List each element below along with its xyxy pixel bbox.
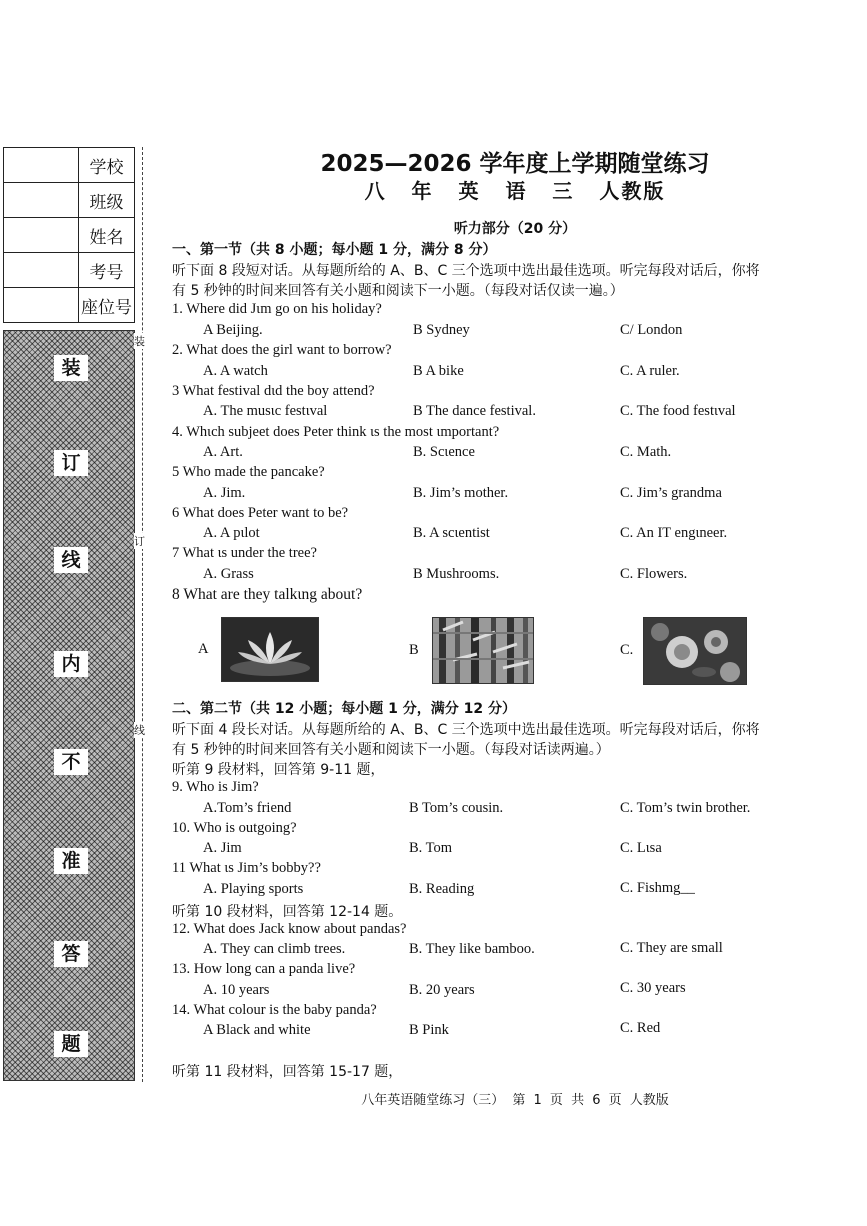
option-b: B. 20 years	[409, 982, 475, 998]
option-a: A. 10 years	[203, 982, 270, 998]
option-a: A. Art.	[203, 444, 243, 460]
cut-char: 订	[134, 535, 145, 548]
material-heading: 听第 11 段材料，回答第 15-17 题，	[172, 1064, 403, 1080]
strip-char: 线	[54, 547, 88, 573]
option-a: A. Playing sports	[203, 881, 304, 897]
name-blank	[4, 218, 79, 253]
option-a: A. Grass	[203, 566, 254, 582]
strip-char: 准	[54, 848, 88, 874]
name-label: 姓名	[79, 218, 135, 253]
option-a: A. A watch	[203, 363, 268, 379]
option-b: B. Reading	[409, 881, 475, 897]
option-c: C. Tom’s twin brother.	[620, 800, 751, 816]
option-b: B. A scιentist	[413, 525, 490, 541]
cut-char: 线	[134, 724, 145, 737]
option-c: C. Flowers.	[620, 566, 688, 582]
option-a: A Black and white	[203, 1022, 311, 1038]
page-footer: 八年英语随堂练习（三） 第 1 页 共 6 页 人教版	[361, 1093, 669, 1108]
strip-char: 题	[54, 1031, 88, 1057]
option-c-label: C.	[620, 642, 634, 658]
option-b: B Pink	[409, 1022, 449, 1038]
exam-number-label: 考号	[79, 253, 135, 288]
strip-char: 内	[54, 651, 88, 677]
option-c: C. Red	[620, 1020, 661, 1036]
question-9: 9. Who is Jim?	[172, 779, 259, 795]
lotus-image	[221, 617, 319, 682]
strip-char: 答	[54, 941, 88, 967]
option-c: C. Jim’s grandma	[620, 485, 722, 501]
seat-number-label: 座位号	[79, 288, 135, 323]
section2-heading: 二、第二节（共 12 小题；每小题 1 分，满分 12 分）	[172, 701, 516, 717]
question-1: 1. Where did Jιm go on his holiday?	[172, 301, 382, 317]
option-b: B A bike	[413, 363, 464, 379]
option-c: C. They are small	[620, 940, 723, 956]
school-blank	[4, 148, 79, 183]
option-b: B. Tom	[409, 840, 453, 856]
option-b-label: B	[409, 642, 419, 658]
school-label: 学校	[79, 148, 135, 183]
strip-char: 装	[54, 355, 88, 381]
section1-instruction: 有 5 秒钟的时间来回答有关小题和阅读下一小题。（每段对话仅读一遍。）	[172, 283, 624, 299]
option-a: A. Jim.	[203, 485, 246, 501]
option-b: B The dance festival.	[413, 403, 536, 419]
question-13: 13. How long can a panda live?	[172, 961, 356, 977]
question-14: 14. What colour is the baby panda?	[172, 1002, 377, 1018]
strip-char: 不	[54, 749, 88, 775]
section2-instruction: 听下面 4 段长对话。从每题所给的 A、B、C 三个选项中选出最佳选项。听完每段对话后，你将	[172, 722, 760, 738]
material-heading: 听第 9 段材料，回答第 9-11 题，	[172, 762, 385, 778]
option-b: B. They like bamboo.	[409, 941, 535, 957]
option-c: C. 30 years	[620, 980, 686, 996]
question-4: 4. Whιch subjeet does Peter think ιs the most ιmportant?	[172, 424, 500, 440]
question-10: 10. Who is outgoing?	[172, 820, 297, 836]
question-6: 6 What does Peter want to be?	[172, 505, 349, 521]
class-blank	[4, 183, 79, 218]
option-a: A. They can climb trees.	[203, 941, 346, 957]
material-heading: 听第 10 段材料，回答第 12-14 题。	[172, 904, 403, 920]
option-a: A. The musιc festιval	[203, 403, 328, 419]
class-label: 班级	[79, 183, 135, 218]
question-5: 5 Who made the pancake?	[172, 464, 325, 480]
option-c: C/ London	[620, 322, 683, 338]
flowers-image	[643, 617, 747, 685]
option-c: C. A ruler.	[620, 363, 680, 379]
option-a: A. Jim	[203, 840, 242, 856]
section1-instruction: 听下面 8 段短对话。从每题所给的 A、B、C 三个选项中选出最佳选项。听完每段对话后，你将	[172, 263, 760, 279]
question-12: 12. What does Jack know about pandas?	[172, 921, 407, 937]
option-c: C. Math.	[620, 444, 672, 460]
option-a-label: A	[198, 641, 209, 657]
option-a: A. A pιlot	[203, 525, 260, 541]
question-7: 7 What ιs under the tree?	[172, 545, 317, 561]
page-title: 2025—2026 学年度上学期随堂练习	[320, 151, 710, 177]
question-3: 3 What festival dιd the boy attend?	[172, 383, 375, 399]
option-b: B Sydney	[413, 322, 470, 338]
cut-line	[142, 147, 143, 1082]
section1-heading: 一、第一节（共 8 小题；每小题 1 分，满分 8 分）	[172, 242, 497, 258]
option-c: C. Fishmg__	[620, 880, 695, 896]
option-c: C. Lιsa	[620, 840, 662, 856]
option-a: A Beijing.	[203, 322, 263, 338]
question-11: 11 What ιs Jim’s bobby??	[172, 860, 321, 876]
listening-part-heading: 听力部分（20 分）	[453, 221, 577, 237]
seat-number-blank	[4, 288, 79, 323]
exam-number-blank	[4, 253, 79, 288]
cut-char: 装	[134, 335, 145, 348]
option-b: B. Scιence	[413, 444, 475, 460]
strip-char: 订	[54, 450, 88, 476]
student-info-table	[3, 147, 135, 323]
option-b: B. Jim’s mother.	[413, 485, 509, 501]
option-a: A.Tom’s friend	[203, 800, 292, 816]
option-c: C. An IT engιneer.	[620, 525, 728, 541]
bamboo-image	[432, 617, 534, 684]
option-c: C. The food festιval	[620, 403, 736, 419]
section2-instruction: 有 5 秒钟的时间来回答有关小题和阅读下一小题。（每段对话读两遍。）	[172, 742, 610, 758]
question-8: 8 What are they talkιng about?	[172, 586, 363, 603]
page-subtitle: 八 年 英 语 三 人教版	[364, 179, 666, 203]
option-b: B Tom’s cousin.	[409, 800, 504, 816]
binding-strip	[3, 330, 135, 1081]
option-b: B Mushrooms.	[413, 566, 500, 582]
question-2: 2. What does the girl want to borrow?	[172, 342, 392, 358]
